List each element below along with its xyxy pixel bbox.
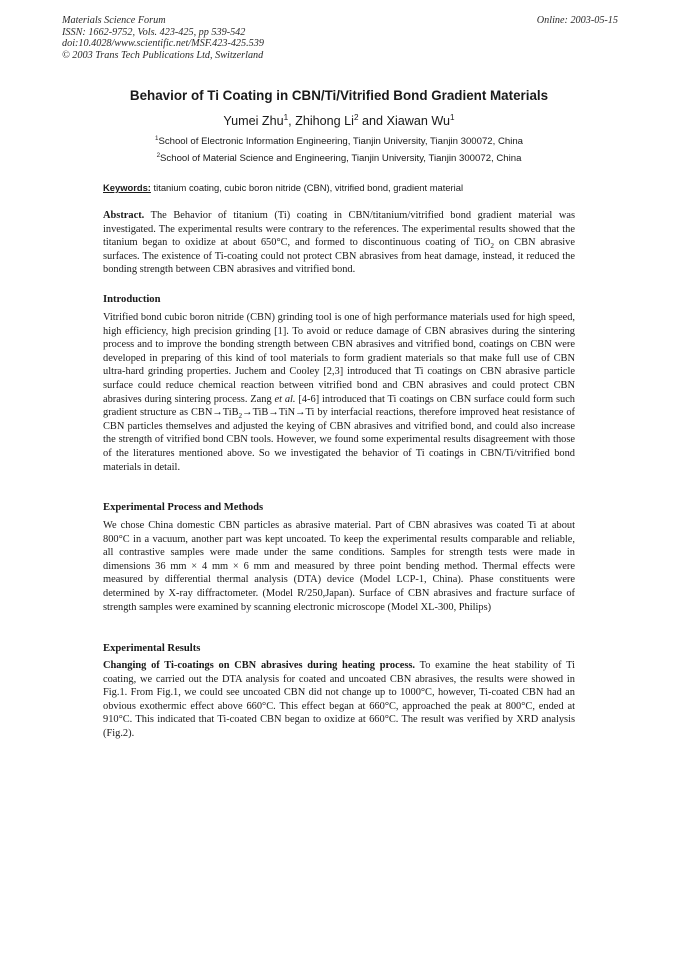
body-text: →TiB→TiN→Ti by interfacial reactions, therefore improved heat resistance of CBN particles themselves and adjusted the keying of CBN abrasives and vitrified bond, and could also increase the strength of vitrified bond CBN tools. However, we found some experimental results disagreement with those of the literatures mentioned above. So we investigated the behavior of Ti coatings in CBN/Ti/vitrified bond materials in detail. [103, 407, 575, 473]
affiliation-text: School of Electronic Information Engineering, Tianjin University, Tianjin 300072, China [158, 136, 524, 147]
experimental-section [103, 519, 575, 614]
author-affiliation-mark: 1 [283, 112, 289, 122]
copyright-line: © 2003 Trans Tech Publications Ltd, Switzerland [62, 49, 264, 61]
author-list [40, 114, 638, 128]
abstract-text: The Behavior of titanium (Ti) coating in CBN/titanium/vitrified bond gradient material was investigated. The experimental results were contrary to the references. The experimental results showed that the titanium began to oxidize at about 650°C, and formed to discontinuous coating of TiO [103, 210, 575, 249]
introduction-paragraph [103, 311, 575, 474]
section-heading-experimental: Experimental Process and Methods [103, 502, 264, 513]
author-name: Xiawan Wu [386, 114, 451, 128]
keywords-line [103, 182, 583, 193]
author-name: Yumei Zhu [223, 114, 284, 128]
journal-name: Materials Science Forum [62, 15, 166, 26]
results-section [103, 659, 575, 741]
issn-line: ISSN: 1662-9752, Vols. 423-425, pp 539-542 [62, 26, 246, 38]
body-text: To examine the heat stability of Ti coating, we carried out the DTA analysis for coated and uncoated CBN abrasives, the results were showed in Fig.1. From Fig.1, we could see uncoated CBN did not change up to 1000°C, however, Ti-coated CBN had an obvious exothermic effect above 660°C. This effect began at 660°C, approached the peak at 800°C, ended at 910°C. This indicated that Ti-coated CBN began to oxidize at 660°C. The result was verified by XRD analysis (Fig.2). [103, 660, 575, 739]
abstract-section [103, 209, 575, 277]
results-paragraph [103, 659, 575, 741]
body-text: Vitrified bond cubic boron nitride (CBN) grinding tool is one of high performance materials used for high speed, high efficiency, high precision grinding [1]. To avoid or reduce damage of CBN abrasives during the sintering process and to improve the bonding strength between CBN abrasives and vitrified bond, coatings on CBN were developed in preparing of this kind of tool materials to form gradient materials so that make full use of CBN ultra-hard grinding properties. Juchem and Cooley [2,3] introduced that Ti coatings on CBN abrasive particle surface could reduce chemical reaction between vitrified bond and CBN abrasives and could protect CBN abrasives during sintering process. Zang [103, 312, 575, 405]
journal-header [62, 15, 618, 61]
affiliation-mark: 1 [154, 134, 159, 142]
affiliation [40, 136, 638, 147]
section-heading-results: Experimental Results [103, 643, 201, 654]
author-affiliation-mark: 1 [450, 112, 455, 122]
keywords-text: titanium coating, cubic boron nitride (CBN), vitrified bond, gradient material [150, 182, 464, 193]
results-subheading: Changing of Ti-coatings on CBN abrasives during heating process. [103, 660, 416, 671]
author-affiliation-mark: 2 [353, 112, 359, 122]
author-separator: and [358, 114, 387, 128]
online-date: Online: 2003-05-15 [536, 15, 618, 26]
abstract-label: Abstract. [103, 210, 145, 221]
affiliation-text: School of Material Science and Engineering, Tianjin University, Tianjin 300072, China [160, 153, 522, 164]
subscript: 2 [238, 412, 243, 421]
abstract-text: on CBN abrasive surfaces. The existence of Ti-coating could not protect CBN abrasives from heat damage, instead, it reduced the bonding strength between CBN abrasives and vitrified bond. [103, 237, 575, 276]
section-heading-introduction: Introduction [103, 294, 161, 305]
abstract-paragraph [103, 209, 575, 277]
body-text: [4-6] introduced that Ti coatings on CBN surface could form such gradient structure as CBN→TiB [103, 393, 576, 419]
experimental-paragraph: We chose China domestic CBN particles as abrasive material. Part of CBN abrasives was coated Ti at about 800°C in a vacuum, another part was kept uncoated. To keep the experimental results comparable and reliable, all contrastive samples were made under the same conditions. Samples for strength tests were made in dimensions 36 mm × 4 mm × 6 mm and measured by three point bending method. Thermal effects were measured by differential thermal analysis (DTA) device (Model LCP-1, China). Phase constituents were determined by X-ray diffractometer. (Model R/250,Japan). Surface of CBN abrasives and fracture surface of strength samples were examined by scanning electronic microscope (Model XL-300, Philips) [103, 520, 575, 613]
author-separator: , [288, 114, 296, 128]
affiliation-mark: 2 [156, 151, 161, 159]
paper-title: Behavior of Ti Coating in CBN/Ti/Vitrified Bond Gradient Materials [129, 88, 549, 103]
keywords-label: Keywords: [103, 182, 151, 193]
subscript: 2 [490, 242, 495, 251]
introduction-section [103, 311, 575, 474]
et-al-text: et al. [274, 393, 296, 405]
doi-line: doi:10.4028/www.scientific.net/MSF.423-425.539 [62, 38, 264, 50]
author-name: Zhihong Li [295, 114, 354, 128]
affiliation [40, 153, 638, 164]
